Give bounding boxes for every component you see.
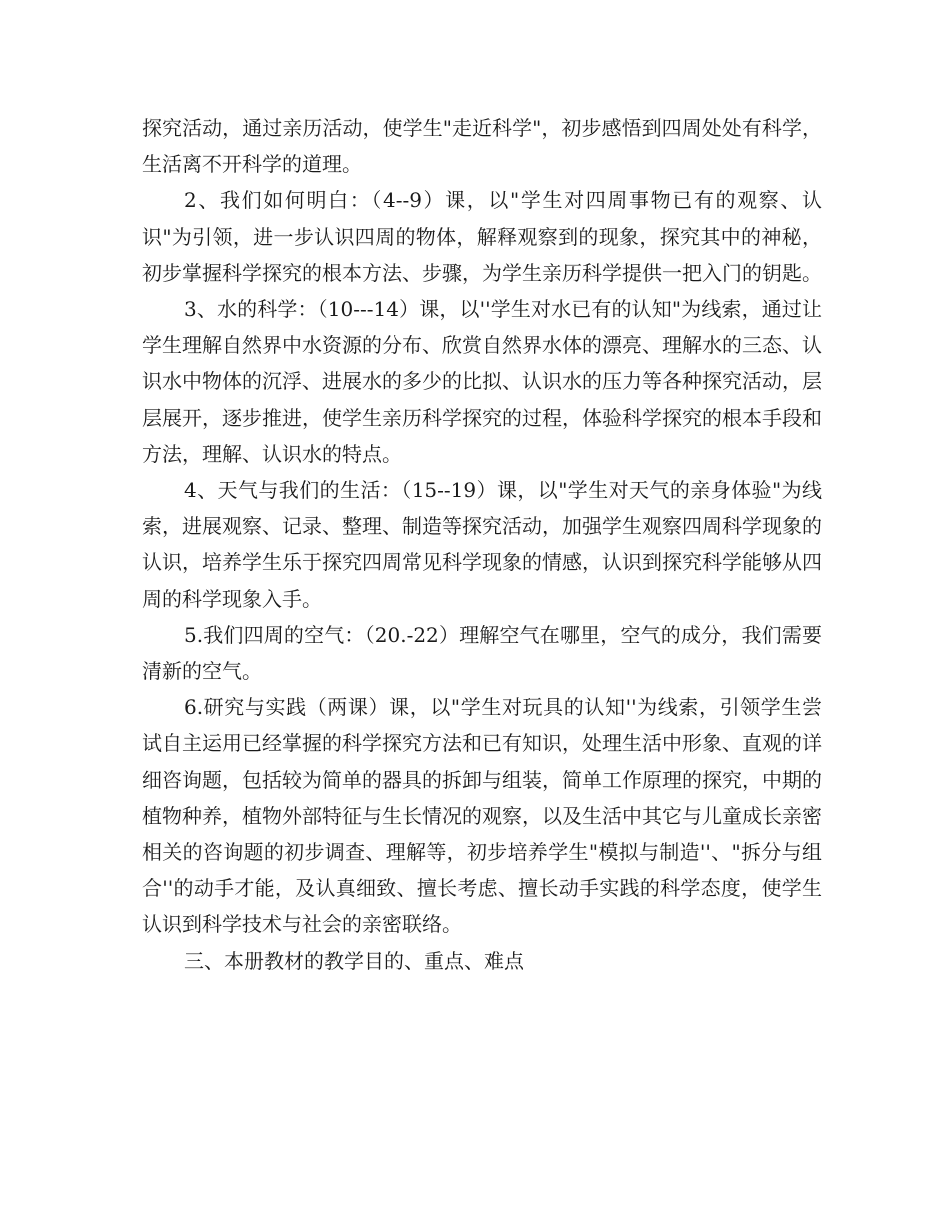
paragraph: 2、我们如何明白：（4--9）课，以"学生对四周事物已有的观察、认识"为引领，进一步认识四周的物体，解释观察到的现象，探究其中的神秘，初步掌握科学探究的根本方法、步骤，为学生亲历科学提供一把入门的钥匙。 <box>142 188 822 285</box>
paragraph: 3、水的科学：（10---14）课，以''学生对水已有的认知"为线索，通过让学生理解自然界中水资源的分布、欣赏自然界水体的漂亮、理解水的三态、认识水中物体的沉浮、进展水的多少的比拟、认识水的压力等各种探究活动，层层展开，逐步推进，使学生亲历科学探究的过程，体验科学探究的根本手段和方法，理解、认识水的特点。 <box>142 297 822 466</box>
document-page <box>142 110 822 979</box>
paragraph: 4、天气与我们的生活：（15--19）课，以"学生对天气的亲身体验"为线索，进展观察、记录、整理、制造等探究活动，加强学生观察四周科学现象的认识，培养学生乐于探究四周常见科学现象的情感，认识到探究科学能够从四周的科学现象入手。 <box>142 478 822 611</box>
section-heading: 三、本册教材的教学目的、重点、难点 <box>184 948 524 973</box>
paragraph: 6.研究与实践（两课）课，以"学生对玩具的认知''为线索，引领学生尝试自主运用已经掌握的科学探究方法和已有知识，处理生活中形象、直观的详细咨询题，包括较为简单的器具的拆卸与组装，简单工作原理的探究，中期的植物种养，植物外部特征与生长情况的观察，以及生活中其它与儿童成长亲密相关的咨询题的初步调查、理解等，初步培养学生"模拟与制造''、"拆分与组合''的动手才能，及认真细致、擅长考虑、擅长动手实践的科学态度，使学生认识到科学技术与社会的亲密联络。 <box>142 695 822 937</box>
paragraph: 探究活动，通过亲历活动，使学生"走近科学"，初步感悟到四周处处有科学，生活离不开科学的道理。 <box>142 116 822 177</box>
paragraph: 5.我们四周的空气：（20.-22）理解空气在哪里，空气的成分，我们需要清新的空气。 <box>142 622 822 684</box>
